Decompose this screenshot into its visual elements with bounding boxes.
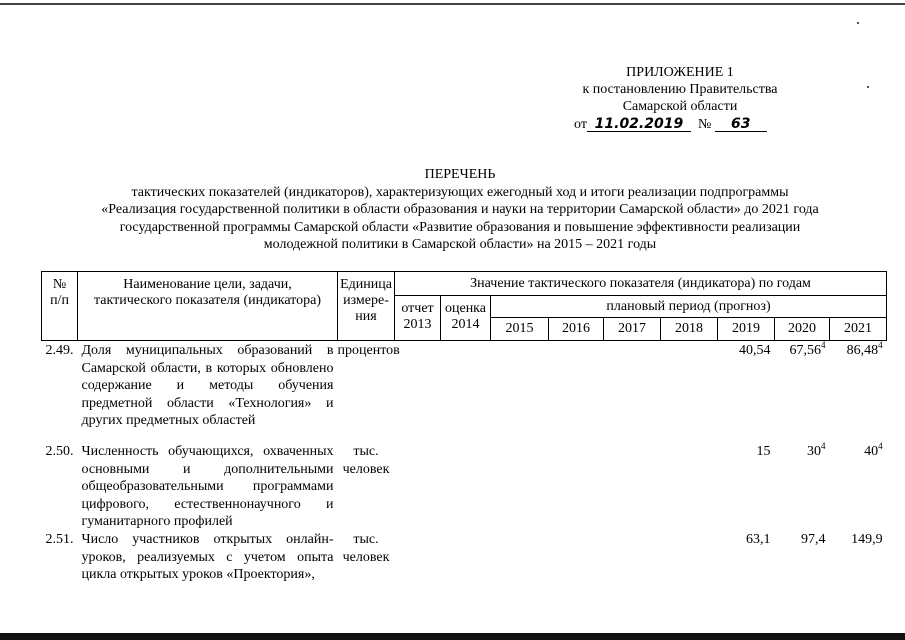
heading-line: «Реализация государственной политики в области образования и науки на территории Самарской области» до 2021 года — [101, 202, 819, 217]
heading-line: тактических показателей (индикаторов), характеризующих ежегодный ход и итоги реализации подпрограммы — [131, 184, 789, 200]
value-2021 — [830, 341, 887, 444]
heading-title: ПЕРЕЧЕНЬ — [424, 167, 496, 182]
footnote-mark: 4 — [821, 340, 826, 350]
handwritten-date: 11.02.2019 — [587, 117, 691, 132]
header-name-line: тактического показателя (индикатора) — [94, 293, 321, 308]
date-prefix: от — [574, 117, 587, 132]
row-unit: процентов — [337, 343, 400, 358]
header-year: 2015 — [491, 318, 549, 341]
row-unit: тыс. человек — [342, 532, 390, 565]
value-2021: 149,9 — [851, 532, 883, 547]
row-name: Доля муниципальных образований в Самарской области, в которых обновлено содержание и методы обучения предметной области «Технология» и других предметных областей — [81, 343, 334, 428]
appendix-line: Самарской области — [622, 99, 738, 114]
handwritten-number: 63 — [715, 117, 767, 132]
table-row — [42, 443, 887, 531]
header-unit-line: Единица — [340, 277, 392, 292]
table-row — [42, 341, 887, 444]
number-sign: № — [697, 117, 712, 132]
value-2020 — [775, 443, 830, 531]
header-estimate-line: оценка — [444, 301, 486, 316]
header-num-line: п/п — [50, 293, 69, 308]
header-report — [395, 296, 441, 341]
appendix-line: к постановлению Правительства — [582, 82, 778, 97]
header-plan-group: плановый период (прогноз) — [491, 296, 887, 318]
header-year: 2017 — [604, 318, 661, 341]
appendix-title: ПРИЛОЖЕНИЕ 1 — [626, 65, 734, 80]
footnote-mark: 4 — [821, 441, 826, 451]
scan-speck — [867, 86, 869, 88]
footnote-mark: 4 — [878, 441, 883, 451]
header-year: 2018 — [661, 318, 718, 341]
row-number: 2.49. — [45, 343, 74, 358]
header-num-line: № — [52, 277, 67, 292]
appendix-date-line — [574, 117, 767, 133]
table-row — [42, 531, 887, 584]
header-year: 2021 — [830, 318, 887, 341]
header-name — [78, 272, 338, 341]
document-heading — [40, 166, 880, 254]
header-estimate — [441, 296, 491, 341]
value-2019: 15 — [756, 444, 771, 459]
header-name-line: Наименование цели, задачи, — [123, 277, 292, 292]
bottom-border-line — [0, 633, 905, 640]
header-report-line: 2013 — [403, 317, 432, 332]
header-unit-line: измере- — [343, 293, 389, 308]
header-estimate-line: 2014 — [451, 317, 480, 332]
row-unit: тыс. человек — [342, 444, 390, 477]
value-2019: 40,54 — [739, 343, 771, 358]
top-border-line — [0, 3, 905, 5]
scan-speck — [857, 22, 859, 24]
header-values-group: Значение тактического показателя (индикатора) по годам — [395, 272, 887, 296]
row-number: 2.50. — [45, 444, 74, 459]
value-text: 40 — [864, 444, 879, 459]
header-num — [42, 272, 78, 341]
value-2021 — [830, 443, 887, 531]
value-text: 30 — [807, 444, 821, 459]
value-text: 86,48 — [846, 343, 879, 358]
appendix-block — [560, 64, 800, 115]
footnote-mark: 4 — [878, 340, 883, 350]
header-unit-line: ния — [355, 309, 377, 324]
value-2020: 97,4 — [801, 532, 826, 547]
header-unit — [338, 272, 395, 341]
row-name: Численность обучающихся, охваченных основными и дополнительными общеобразовательными программами цифрового, естественнонаучного и гуманитарного профилей — [81, 444, 334, 529]
value-2020 — [775, 341, 830, 444]
indicators-table — [41, 271, 887, 584]
value-2019: 63,1 — [746, 532, 771, 547]
header-year: 2019 — [718, 318, 775, 341]
header-report-line: отчет — [401, 301, 434, 316]
header-year: 2020 — [775, 318, 830, 341]
heading-line: молодежной политики в Самарской области» на 2015 – 2021 годы — [263, 237, 657, 252]
heading-line: государственной программы Самарской области «Развитие образования и повышение эффективности реализации — [119, 219, 801, 235]
header-year: 2016 — [549, 318, 604, 341]
row-name: Число участников открытых онлайн-уроков, реализуемых с учетом опыта цикла открытых уроков «Проектория», — [81, 532, 334, 582]
row-number: 2.51. — [45, 532, 74, 547]
value-text: 67,56 — [789, 343, 821, 358]
